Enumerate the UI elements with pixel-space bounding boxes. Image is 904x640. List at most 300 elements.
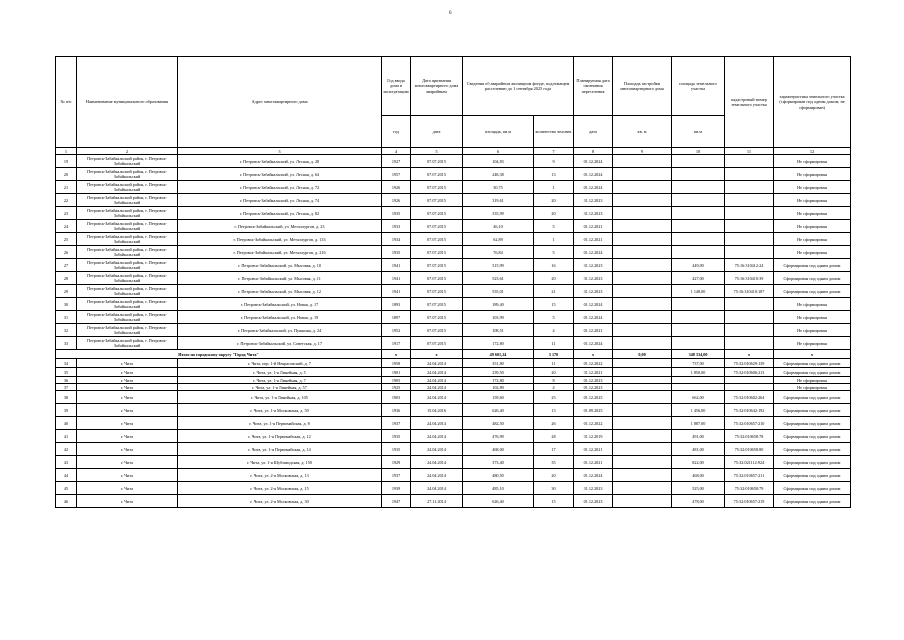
land-area-cell: 478,00	[672, 495, 725, 508]
people-cell: 4	[534, 324, 574, 337]
land-area-cell	[672, 155, 725, 168]
plan-date-cell: 01.12.2021	[574, 443, 613, 456]
building-area-cell	[613, 404, 672, 417]
address-cell: г. Чита, ул. 1-я Линейная, д. 7	[178, 377, 382, 384]
characteristic-cell: Не сформирован	[774, 155, 851, 168]
unit-land-area: кв.м	[672, 116, 725, 148]
building-area-cell	[613, 456, 672, 469]
land-area-cell	[672, 337, 725, 350]
people-cell: 13	[534, 168, 574, 181]
plan-date-cell: 01.12.2021	[574, 233, 613, 246]
header-emergency-info: Сведения об аварийном жилищном фонде, подлежащем расселению до 1 сентября 2025 года	[463, 57, 574, 116]
date-cell: 07.07.2015	[411, 337, 463, 350]
plan-date-cell: 31.12.2023	[574, 259, 613, 272]
plan-date-cell: 01.12.2024	[574, 168, 613, 181]
year-cell: 1933	[382, 220, 411, 233]
date-cell: 24.04.2014	[411, 377, 463, 384]
people-cell: 21	[534, 285, 574, 298]
area-cell: 626,40	[463, 404, 534, 417]
header-date-recognized: Дата признания многоквартирного дома аварийным	[411, 57, 463, 116]
plan-date-cell: 31.12.2023	[574, 285, 613, 298]
year-cell: 1937	[382, 417, 411, 430]
municipality-cell: Петровск-Забайкальский район, г. Петровск-Забайкальский	[77, 207, 178, 220]
characteristic-cell: Сформирован под одним домом	[774, 482, 851, 495]
cadastral-cell: 75:32:010606:213	[725, 368, 774, 377]
year-cell: 1957	[382, 168, 411, 181]
unit-date: дата	[411, 116, 463, 148]
table-row	[56, 337, 851, 350]
area-cell: 319,61	[463, 194, 534, 207]
cadastral-cell: 75:32:010658:79	[725, 482, 774, 495]
people-cell: 26	[534, 417, 574, 430]
header-municipality: Наименование муниципального образования	[77, 57, 178, 148]
plan-date-cell: 31.12.2023	[574, 272, 613, 285]
characteristic-cell: Не сформирован	[774, 298, 851, 311]
date-cell: 07.07.2015	[411, 220, 463, 233]
people-cell: 13	[534, 404, 574, 417]
people-cell: 11	[534, 337, 574, 350]
date-cell: 24.04.2014	[411, 384, 463, 391]
unit-plan-date: дата	[574, 116, 613, 148]
date-cell: 07.07.2015	[411, 311, 463, 324]
year-cell: 1936	[382, 404, 411, 417]
unit-building-area: кв. м	[613, 116, 672, 148]
area-cell: 515,99	[463, 259, 534, 272]
row-number: 40	[56, 417, 77, 430]
building-area-cell	[613, 482, 672, 495]
table-row	[56, 272, 851, 285]
area-cell: 62,89	[463, 233, 534, 246]
year-cell: 1901	[382, 368, 411, 377]
date-cell: 24.04.2014	[411, 368, 463, 377]
area-cell: 102,89	[463, 384, 534, 391]
area-cell: 108,51	[463, 324, 534, 337]
year-cell: 1952	[382, 324, 411, 337]
characteristic-cell: Сформирован под одним домом	[774, 417, 851, 430]
address-cell: г. Чита, ул. 1-я Московская, д. 50	[178, 404, 382, 417]
table-row	[56, 246, 851, 259]
cadastral-cell	[725, 220, 774, 233]
building-area-cell	[613, 377, 672, 384]
people-cell: 9	[534, 155, 574, 168]
address-cell: г. Чита, ул. 2-я Московская, д. 15	[178, 482, 382, 495]
table-row	[56, 168, 851, 181]
cadastral-cell: 75:32:010657:219	[725, 495, 774, 508]
building-area-cell	[613, 368, 672, 377]
people-cell: 8	[534, 377, 574, 384]
land-area-cell: 662,00	[672, 391, 725, 404]
area-cell: 189,40	[463, 298, 534, 311]
row-number: 34	[56, 359, 77, 368]
year-cell: 1941	[382, 285, 411, 298]
address-cell: г. Петровск-Забайкальский, ул. Металлургов, д. 23	[178, 220, 382, 233]
table-row	[56, 259, 851, 272]
row-number: 46	[56, 495, 77, 508]
table-row	[56, 233, 851, 246]
date-cell: 07.07.2015	[411, 155, 463, 168]
date-cell: 07.07.2015	[411, 207, 463, 220]
characteristic-cell: Не сформирован	[774, 207, 851, 220]
land-area-cell	[672, 384, 725, 391]
area-cell: 373,40	[463, 456, 534, 469]
cadastral-cell: 75:32:010658:78	[725, 430, 774, 443]
cadastral-cell	[725, 337, 774, 350]
row-number: 35	[56, 368, 77, 377]
building-area-cell	[613, 246, 672, 259]
row-number: 44	[56, 469, 77, 482]
municipality-cell: г. Чита	[77, 359, 178, 368]
cadastral-cell	[725, 311, 774, 324]
plan-date-cell: 31.12.2021	[574, 368, 613, 377]
municipality-cell: Петровск-Забайкальский район, г. Петровск-Забайкальский	[77, 168, 178, 181]
date-cell: 07.07.2015	[411, 233, 463, 246]
building-area-cell	[613, 207, 672, 220]
column-number: 4	[382, 148, 411, 155]
people-cell: 1	[534, 233, 574, 246]
land-area-cell: 1 850,00	[672, 368, 725, 377]
municipality-cell: Петровск-Забайкальский район, г. Петровск-Забайкальский	[77, 285, 178, 298]
building-area-cell	[613, 168, 672, 181]
column-number: 2	[77, 148, 178, 155]
table-row	[56, 430, 851, 443]
year-cell: 1893	[382, 298, 411, 311]
plan-date-cell: 01.12.2022	[574, 359, 613, 368]
municipality-cell: Петровск-Забайкальский район, г. Петровск-Забайкальский	[77, 311, 178, 324]
header-cadastral: кадастровый номер земельного участка	[725, 57, 774, 148]
municipality-cell: Петровск-Забайкальский район, г. Петровск-Забайкальский	[77, 324, 178, 337]
plan-date-cell: 01.12.2024	[574, 298, 613, 311]
area-cell: 248,38	[463, 168, 534, 181]
plan-date-cell: 01.12.2023	[574, 384, 613, 391]
year-cell: 1925	[382, 384, 411, 391]
land-area-cell	[672, 233, 725, 246]
date-cell: 24.04.2014	[411, 359, 463, 368]
characteristic-cell: Не сформирован	[774, 377, 851, 384]
date-cell: 24.04.2014	[411, 456, 463, 469]
address-cell: г. Чита, ул. 1-я Линейная, д. 5	[178, 368, 382, 377]
cadastral-cell	[725, 168, 774, 181]
table-row	[56, 404, 851, 417]
unit-area: площадь, кв.м	[463, 116, 534, 148]
cadastral-cell: 75:32:010658:80	[725, 443, 774, 456]
area-cell: 468,00	[463, 443, 534, 456]
building-area-cell	[613, 194, 672, 207]
column-number: 7	[534, 148, 574, 155]
characteristic-cell: Сформирован под одним домом	[774, 495, 851, 508]
total-barea-cell: 0,00	[613, 350, 672, 359]
year-cell: 1929	[382, 456, 411, 469]
total-plan-cell: x	[574, 350, 613, 359]
building-area-cell	[613, 311, 672, 324]
municipality-cell: г. Чита	[77, 482, 178, 495]
row-number: 31	[56, 311, 77, 324]
cadastral-cell: 75:32:010657:211	[725, 469, 774, 482]
row-number: 24	[56, 220, 77, 233]
date-cell: 07.07.2015	[411, 285, 463, 298]
cadastral-cell	[725, 207, 774, 220]
characteristic-cell: Не сформирован	[774, 311, 851, 324]
area-cell: 104,83	[463, 155, 534, 168]
land-area-cell: 481,00	[672, 443, 725, 456]
total-area-cell: 49 601,24	[463, 350, 534, 359]
year-cell: 1939	[382, 482, 411, 495]
characteristic-cell: Сформирован под одним домом	[774, 443, 851, 456]
date-cell: 07.07.2015	[411, 168, 463, 181]
area-cell: 46,10	[463, 220, 534, 233]
characteristic-cell: Не сформирован	[774, 220, 851, 233]
people-cell: 15	[534, 495, 574, 508]
address-cell: г. Петровск-Забайкальский, ул. Лесная, д. 74	[178, 194, 382, 207]
row-number: 38	[56, 391, 77, 404]
characteristic-cell: Сформирован под одним домом	[774, 430, 851, 443]
row-number: 19	[56, 155, 77, 168]
cadastral-cell	[725, 233, 774, 246]
cadastral-cell: 75:32:021112:924	[725, 456, 774, 469]
column-number: 6	[463, 148, 534, 155]
land-area-cell	[672, 194, 725, 207]
municipality-cell: Петровск-Забайкальский район, г. Петровск-Забайкальский	[77, 194, 178, 207]
characteristic-cell: Не сформирован	[774, 233, 851, 246]
area-cell: 480,50	[463, 469, 534, 482]
area-cell: 239,50	[463, 368, 534, 377]
total-larea-cell: 348 334,00	[672, 350, 725, 359]
date-cell: 07.07.2015	[411, 181, 463, 194]
area-cell: 485,10	[463, 482, 534, 495]
column-number: 11	[725, 148, 774, 155]
plan-date-cell: 01.12.2024	[574, 311, 613, 324]
column-number: 9	[613, 148, 672, 155]
plan-date-cell: 01.12.2021	[574, 456, 613, 469]
year-cell: 1941	[382, 272, 411, 285]
land-area-cell: 449,00	[672, 259, 725, 272]
cadastral-cell	[725, 181, 774, 194]
area-cell: 335,99	[463, 207, 534, 220]
area-cell: 76,84	[463, 246, 534, 259]
characteristic-cell: Сформирован под одним домом	[774, 272, 851, 285]
characteristic-cell: Сформирован под одним домом	[774, 456, 851, 469]
header-land-area: площадь земельного участка	[672, 57, 725, 116]
page-number: 6	[449, 11, 452, 16]
people-cell: 20	[534, 272, 574, 285]
cadastral-cell: 75:16:310410:39	[725, 272, 774, 285]
municipality-cell: Петровск-Забайкальский район, г. Петровск-Забайкальский	[77, 337, 178, 350]
table-row	[56, 417, 851, 430]
building-area-cell	[613, 285, 672, 298]
row-number: 21	[56, 181, 77, 194]
building-area-cell	[613, 155, 672, 168]
year-cell: 1935	[382, 430, 411, 443]
table-row	[56, 384, 851, 391]
municipality-cell: Петровск-Забайкальский район, г. Петровск-Забайкальский	[77, 272, 178, 285]
building-area-cell	[613, 359, 672, 368]
table-row	[56, 377, 851, 384]
date-cell: 07.07.2015	[411, 298, 463, 311]
cadastral-cell: 75:32:010657:210	[725, 417, 774, 430]
people-cell: 11	[534, 359, 574, 368]
characteristic-cell: Не сформирован	[774, 194, 851, 207]
land-area-cell	[672, 377, 725, 384]
people-cell: 17	[534, 443, 574, 456]
year-cell: 1941	[382, 259, 411, 272]
people-cell: 20	[534, 207, 574, 220]
date-cell: 24.04.2014	[411, 482, 463, 495]
cadastral-cell: 75:32:010629:139	[725, 359, 774, 368]
total-row	[56, 350, 851, 359]
people-cell: 15	[534, 298, 574, 311]
area-cell: 172,80	[463, 337, 534, 350]
building-area-cell	[613, 272, 672, 285]
address-cell: г. Чита, ул. 1-я Линейная, д. 105	[178, 391, 382, 404]
total-date-cell: x	[411, 350, 463, 359]
characteristic-cell: Не сформирован	[774, 246, 851, 259]
table-row	[56, 220, 851, 233]
area-cell: 482,50	[463, 417, 534, 430]
column-number: 1	[56, 148, 77, 155]
plan-date-cell: 01.12.2023	[574, 377, 613, 384]
row-number: 32	[56, 324, 77, 337]
year-cell: 1935	[382, 443, 411, 456]
land-area-cell: 468,00	[672, 469, 725, 482]
row-number: 43	[56, 456, 77, 469]
year-cell: 1935	[382, 246, 411, 259]
cadastral-cell	[725, 155, 774, 168]
total-cad-cell: x	[725, 350, 774, 359]
characteristic-cell: Сформирован под одним домом	[774, 469, 851, 482]
people-cell: 4	[534, 384, 574, 391]
building-area-cell	[613, 259, 672, 272]
municipality-cell: г. Чита	[77, 377, 178, 384]
land-area-cell: 525,00	[672, 482, 725, 495]
unit-people: количество человек	[534, 116, 574, 148]
table-row	[56, 298, 851, 311]
land-area-cell: 427,00	[672, 272, 725, 285]
header-building-area: Площадь застройки многоквартирного дома	[613, 57, 672, 116]
land-area-cell: 1 456,00	[672, 404, 725, 417]
cadastral-cell: 75:16:310410:187	[725, 285, 774, 298]
characteristic-cell: Сформирован под одним домом	[774, 391, 851, 404]
cadastral-cell: 75:32:010642:192	[725, 404, 774, 417]
table-row	[56, 391, 851, 404]
column-number: 8	[574, 148, 613, 155]
plan-date-cell: 01.12.2023	[574, 495, 613, 508]
building-area-cell	[613, 391, 672, 404]
table-row	[56, 469, 851, 482]
cadastral-cell: 75:32:010602:264	[725, 391, 774, 404]
building-area-cell	[613, 384, 672, 391]
year-cell: 1937	[382, 469, 411, 482]
plan-date-cell: 01.09.2025	[574, 404, 613, 417]
row-number: 37	[56, 384, 77, 391]
cadastral-cell	[725, 298, 774, 311]
address-cell: г. Чита, ул. 1-я Первомайская, д. 14	[178, 443, 382, 456]
plan-date-cell: 31.12.2019	[574, 430, 613, 443]
building-area-cell	[613, 220, 672, 233]
table-row	[56, 181, 851, 194]
address-cell: г. Чита, ул. 2-я Московская, д. 30	[178, 495, 382, 508]
year-cell: 1934	[382, 233, 411, 246]
date-cell: 27.11.2014	[411, 495, 463, 508]
plan-date-cell: 01.12.2021	[574, 324, 613, 337]
municipality-cell: г. Чита	[77, 495, 178, 508]
date-cell: 24.04.2014	[411, 417, 463, 430]
building-area-cell	[613, 495, 672, 508]
year-cell: 1935	[382, 207, 411, 220]
date-cell: 24.04.2014	[411, 443, 463, 456]
area-cell: 626,40	[463, 495, 534, 508]
cadastral-cell: 75:16:310412:24	[725, 259, 774, 272]
people-cell: 5	[534, 246, 574, 259]
characteristic-cell: Не сформирован	[774, 324, 851, 337]
people-cell: 1	[534, 181, 574, 194]
building-area-cell	[613, 469, 672, 482]
people-cell: 20	[534, 368, 574, 377]
address-cell: г. Петровск-Забайкальский, ул. Мысовая, д. 12	[178, 285, 382, 298]
year-cell: 1927	[382, 155, 411, 168]
date-cell: 07.07.2015	[411, 194, 463, 207]
year-cell: 1958	[382, 359, 411, 368]
land-area-cell	[672, 246, 725, 259]
municipality-cell: г. Чита	[77, 456, 178, 469]
table-row	[56, 495, 851, 508]
row-number: 33	[56, 337, 77, 350]
table-row	[56, 324, 851, 337]
address-cell: г. Чита, ул. 1-я Первомайская, д. 8	[178, 417, 382, 430]
address-cell: г. Петровск-Забайкальский, ул. Советская, д. 17	[178, 337, 382, 350]
address-cell: г. Чита, ул. 1-я Шубзаводская, д. 150	[178, 456, 382, 469]
area-cell: 159,60	[463, 391, 534, 404]
address-cell: г. Петровск-Забайкальский, ул. Новая, д. 17	[178, 298, 382, 311]
land-area-cell	[672, 324, 725, 337]
address-cell: г. Петровск-Забайкальский, ул. Лесная, д. 64	[178, 168, 382, 181]
building-area-cell	[613, 443, 672, 456]
building-area-cell	[613, 324, 672, 337]
people-cell: 20	[534, 194, 574, 207]
table-row	[56, 456, 851, 469]
date-cell: 15.04.2016	[411, 404, 463, 417]
land-area-cell	[672, 220, 725, 233]
municipality-cell: г. Чита	[77, 391, 178, 404]
total-char-cell: x	[774, 350, 851, 359]
table-row	[56, 311, 851, 324]
header-no: № п/п	[56, 57, 77, 148]
characteristic-cell: Сформирован под одним домом	[774, 368, 851, 377]
characteristic-cell: Не сформирован	[774, 168, 851, 181]
year-cell: 1897	[382, 311, 411, 324]
land-area-cell: 822,00	[672, 456, 725, 469]
land-area-cell	[672, 181, 725, 194]
year-cell: 1905	[382, 377, 411, 384]
building-area-cell	[613, 298, 672, 311]
year-cell: 1917	[382, 337, 411, 350]
land-area-cell	[672, 207, 725, 220]
cadastral-cell	[725, 384, 774, 391]
address-cell: г. Чита, ул. 1-я Первомайская, д. 12	[178, 430, 382, 443]
land-area-cell	[672, 298, 725, 311]
row-number: 23	[56, 207, 77, 220]
date-cell: 24.04.2014	[411, 430, 463, 443]
date-cell: 07.07.2015	[411, 324, 463, 337]
people-cell: 5	[534, 311, 574, 324]
plan-date-cell: 01.12.2024	[574, 181, 613, 194]
characteristic-cell: Сформирован под одним домом	[774, 404, 851, 417]
municipality-cell: Петровск-Забайкальский район, г. Петровск-Забайкальский	[77, 155, 178, 168]
table-row	[56, 482, 851, 495]
area-cell: 103,99	[463, 311, 534, 324]
land-area-cell: 1 887,00	[672, 417, 725, 430]
land-area-cell: 737,00	[672, 359, 725, 368]
plan-date-cell: 31.12.2023	[574, 194, 613, 207]
row-number: 20	[56, 168, 77, 181]
